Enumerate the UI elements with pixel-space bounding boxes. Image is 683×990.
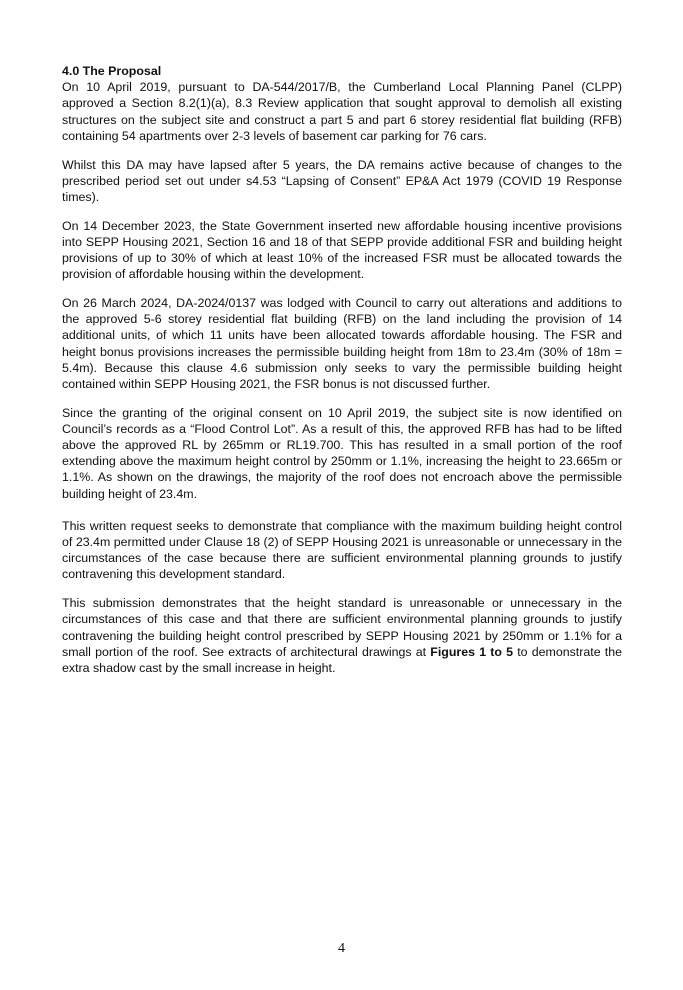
figures-reference: Figures 1 to 5 <box>430 644 514 659</box>
document-page <box>62 63 622 689</box>
paragraph-lapsing: Whilst this DA may have lapsed after 5 years, the DA remains active because of changes to the prescribed period set out under s4.53 “Lapsing of Consent” EP&A Act 1979 (COVID 19 Response times). <box>62 157 622 204</box>
submission-text-after: to demonstrate the extra shadow cast by the small increase in height. <box>62 644 622 675</box>
paragraph-written-request: This written request seeks to demonstrate that compliance with the maximum building height control of 23.4m permitted under Clause 18 (2) of SEPP Housing 2021 is unreasonable or unnecessary in the circumstances of the case because there are sufficient environmental planning grounds to justify contravening this development standard. <box>62 518 622 582</box>
page-number: 4 <box>338 941 345 956</box>
paragraph-submission <box>62 595 622 676</box>
section-heading: 4.0 The Proposal <box>62 64 162 78</box>
paragraph-flood-control: Since the granting of the original consent on 10 April 2019, the subject site is now identified on Council’s records as a “Flood Control Lot”. As a result of this, the approved RFB has had to be lifted above the approved RL by 265mm or RL19.700. This has resulted in a small portion of the roof extending above the maximum height control by 250mm or 1.1%, increasing the height to 23.665m or 1.1%. As shown on the drawings, the majority of the roof does not encroach above the permissible building height of 23.4m. <box>62 405 622 501</box>
paragraph-approval: On 10 April 2019, pursuant to DA-544/2017/B, the Cumberland Local Planning Panel (CLPP) approved a Section 8.2(1)(a), 8.3 Review application that sought approval to demolish all existing structures on the subject site and construct a part 5 and part 6 storey residential flat building (RFB) containing 54 apartments over 2-3 levels of basement car parking for 76 cars. <box>62 80 622 143</box>
paragraph-da-lodgement: On 26 March 2024, DA-2024/0137 was lodged with Council to carry out alterations and additions to the approved 5-6 storey residential flat building (RFB) on the land including the provision of 14 additional units, of which 11 units have been allocated towards affordable housing. The FSR and height bonus provisions increases the permissible building height from 18m to 23.4m (30% of 18m = 5.4m). Because this clause 4.6 submission only seeks to vary the permissible building height contained within SEPP Housing 2021, the FSR bonus is not discussed further. <box>62 295 622 391</box>
paragraph-sepp-provisions: On 14 December 2023, the State Government inserted new affordable housing incentive provisions into SEPP Housing 2021, Section 16 and 18 of that SEPP provide additional FSR and building height provisions of up to 30% of which at least 10% of the increased FSR must be allocated towards the provision of affordable housing within the development. <box>62 218 622 282</box>
submission-text-before: This submission demonstrates that the height standard is unreasonable or unnecessary in the circumstances of this case and that there are sufficient environmental planning grounds to justify contravening the building height control prescribed by SEPP Housing 2021 by 250mm or 1.1% for a small portion of the roof. See extracts of architectural drawings at <box>62 596 622 659</box>
